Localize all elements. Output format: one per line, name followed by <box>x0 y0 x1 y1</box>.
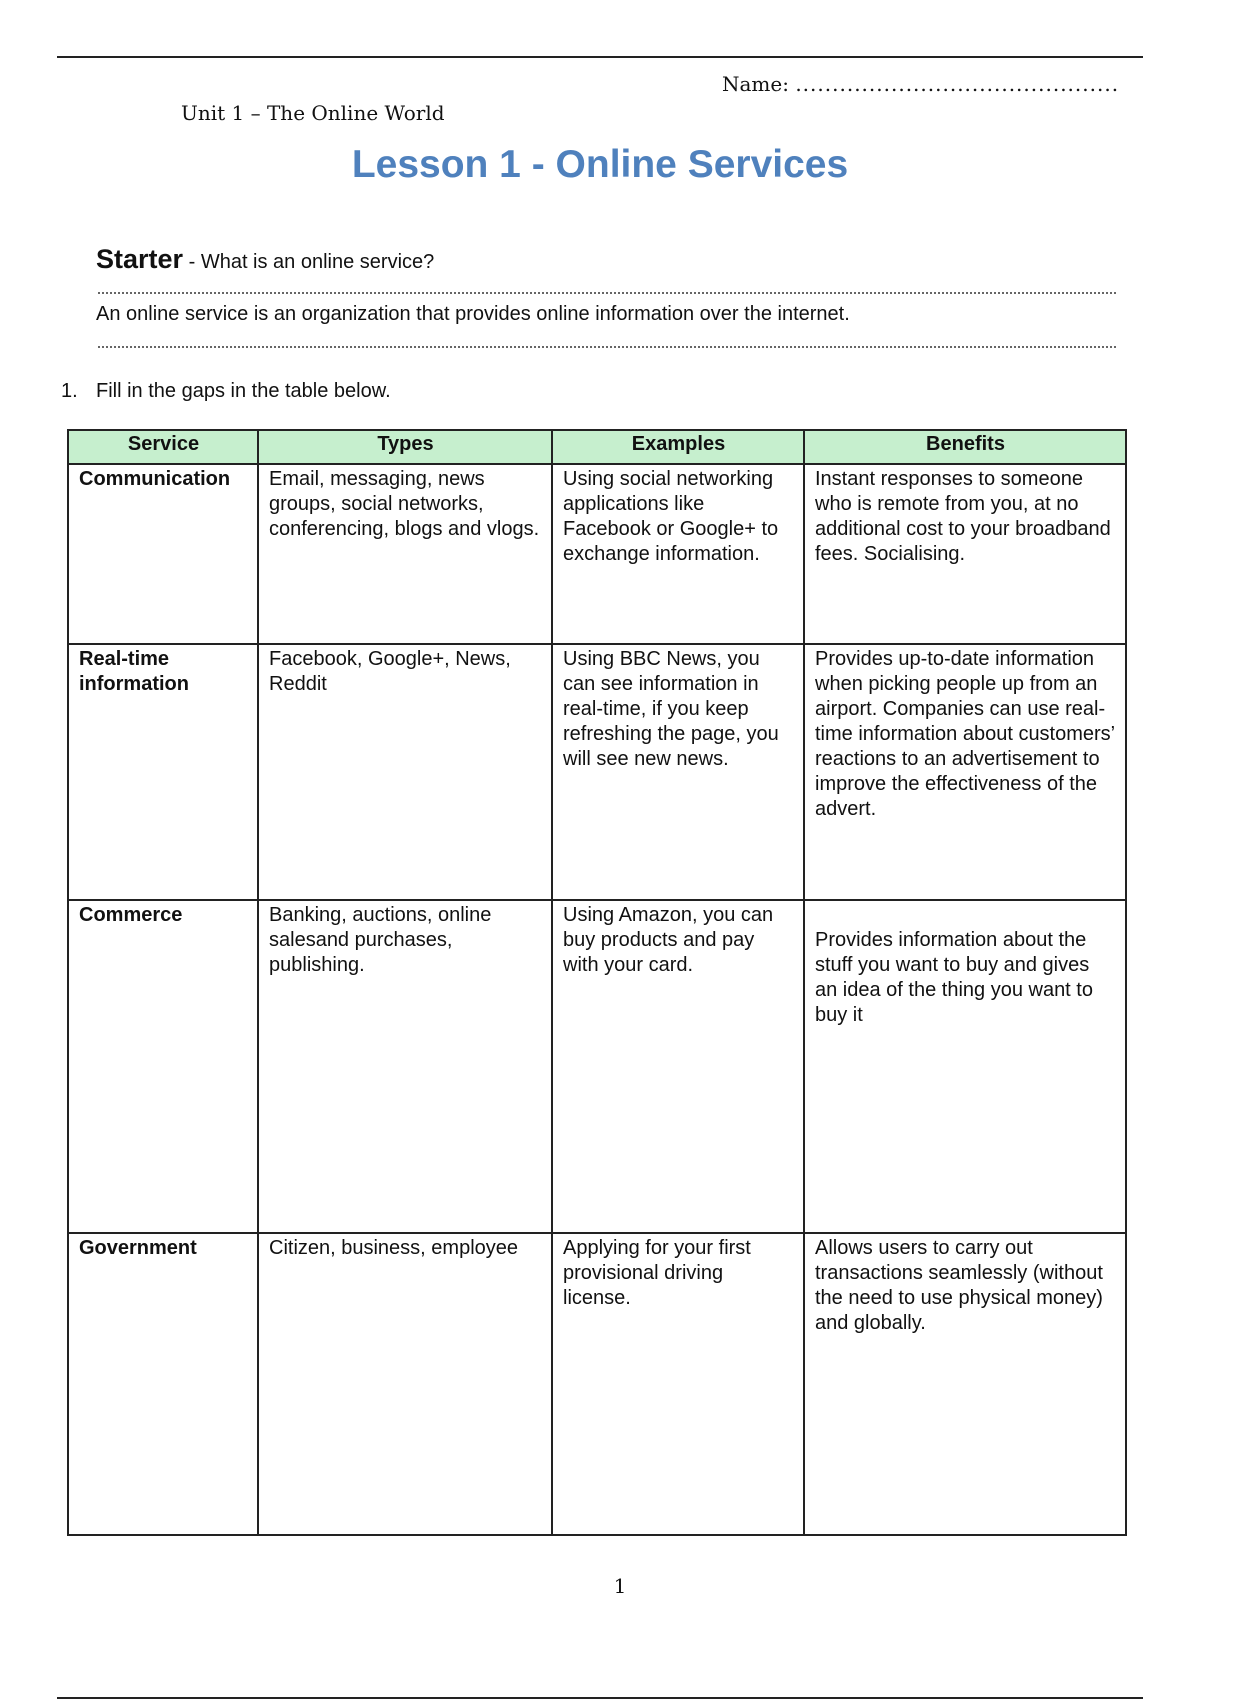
benefits-cell[interactable]: Allows users to carry out transactions seamlessly (without the need to use physical money) and globally. <box>804 1233 1126 1535</box>
name-blank: ............................................ <box>795 72 1120 96</box>
service-cell: Commerce <box>68 900 258 1233</box>
starter-question: - What is an online service? <box>183 251 435 273</box>
answer-dotted-line <box>98 346 1116 348</box>
table-header-row <box>68 430 1126 464</box>
table-row <box>68 1233 1126 1535</box>
starter-heading <box>96 244 434 275</box>
starter-answer[interactable]: An online service is an organization that provides online information over the internet. <box>96 303 850 325</box>
header-types: Types <box>258 430 552 464</box>
top-rule <box>57 56 1143 58</box>
lesson-title: Lesson 1 - Online Services <box>351 143 849 186</box>
table-row <box>68 900 1126 1233</box>
service-cell: Government <box>68 1233 258 1535</box>
types-cell[interactable]: Citizen, business, employee <box>258 1233 552 1535</box>
table-row <box>68 464 1126 644</box>
types-cell[interactable]: Email, messaging, news groups, social networks, conferencing, blogs and vlogs. <box>258 464 552 644</box>
examples-cell[interactable]: Using social networking applications like Facebook or Google+ to exchange information. <box>552 464 804 644</box>
name-label: Name: <box>722 72 789 96</box>
header-service: Service <box>68 430 258 464</box>
service-cell: Communication <box>68 464 258 644</box>
header-examples: Examples <box>552 430 804 464</box>
header-benefits: Benefits <box>804 430 1126 464</box>
starter-label: Starter <box>96 244 184 274</box>
examples-cell[interactable]: Using Amazon, you can buy products and pay with your card. <box>552 900 804 1233</box>
service-cell: Real-time information <box>68 644 258 900</box>
bottom-rule <box>57 1697 1143 1699</box>
benefits-cell[interactable]: Instant responses to someone who is remote from you, at no additional cost to your broadband fees. Socialising. <box>804 464 1126 644</box>
online-services-table <box>67 429 1127 1536</box>
page-number: 1 <box>613 1574 627 1598</box>
name-field[interactable] <box>722 72 1120 96</box>
types-cell[interactable]: Banking, auctions, online salesand purchases, publishing. <box>258 900 552 1233</box>
benefits-cell[interactable]: Provides up-to-date information when picking people up from an airport. Companies can use real-time information about customers’ reactions to an advertisement to improve the effectiveness of the advert. <box>804 644 1126 900</box>
table-row <box>68 644 1126 900</box>
examples-cell[interactable]: Applying for your first provisional driving license. <box>552 1233 804 1535</box>
types-cell[interactable]: Facebook, Google+, News, Reddit <box>258 644 552 900</box>
benefits-cell[interactable]: Provides information about the stuff you want to buy and gives an idea of the thing you want to buy it <box>804 900 1126 1233</box>
instruction-text: Fill in the gaps in the table below. <box>96 380 391 402</box>
instruction <box>61 380 391 403</box>
answer-dotted-line <box>98 292 1116 294</box>
examples-cell[interactable]: Using BBC News, you can see information in real-time, if you keep refreshing the page, you will see new news. <box>552 644 804 900</box>
unit-title: Unit 1 – The Online World <box>181 101 445 125</box>
instruction-number: 1. <box>61 380 78 402</box>
